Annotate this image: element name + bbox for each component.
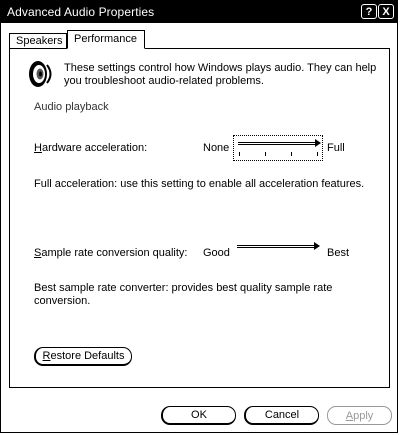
close-button[interactable] [378,4,394,19]
performance-panel [9,48,390,388]
sample-rate-max-label: Best [327,247,350,259]
cancel-button[interactable]: Cancel [244,406,319,425]
hardware-acceleration-thumb[interactable] [315,139,321,147]
audio-playback-label: Audio playback [34,101,109,113]
close-icon: X [382,5,390,18]
hardware-acceleration-track [238,142,318,145]
tab-performance[interactable]: Performance [67,30,145,49]
hardware-acceleration-max-label: Full [327,142,345,154]
intro-text: These settings control how Windows plays audio. They can help you troubleshoot audio-related problems. [64,62,377,87]
slider-tick [265,152,266,156]
title-bar[interactable] [1,1,397,23]
tab-speakers[interactable]: Speakers [9,33,67,48]
sample-rate-min-label: Good [203,247,230,259]
hardware-acceleration-min-label: None [203,142,230,154]
slider-tick [239,152,240,156]
ok-button[interactable]: OK [161,406,236,425]
hardware-acceleration-slider[interactable] [233,135,323,161]
hardware-acceleration-description: Full acceleration: use this setting to enable all acceleration features. [34,178,365,190]
slider-tick [291,152,292,156]
sample-rate-track [237,245,317,248]
slider-tick [317,152,318,156]
sample-rate-slider[interactable] [233,241,325,255]
help-icon: ? [365,5,373,18]
hardware-acceleration-label: Hardware acceleration: [34,142,148,154]
restore-defaults-button[interactable]: R estore Defaults [34,347,132,366]
sample-rate-quality-label: Sample rate conversion quality: [34,247,188,259]
window-title: Advanced Audio Properties [7,5,155,19]
help-button[interactable] [361,4,377,19]
sample-rate-description: Best sample rate converter: provides best quality sample rate conversion. [34,282,333,307]
apply-button[interactable]: A pply [327,406,392,425]
speaker-icon [27,59,55,89]
sample-rate-thumb[interactable] [314,242,320,250]
